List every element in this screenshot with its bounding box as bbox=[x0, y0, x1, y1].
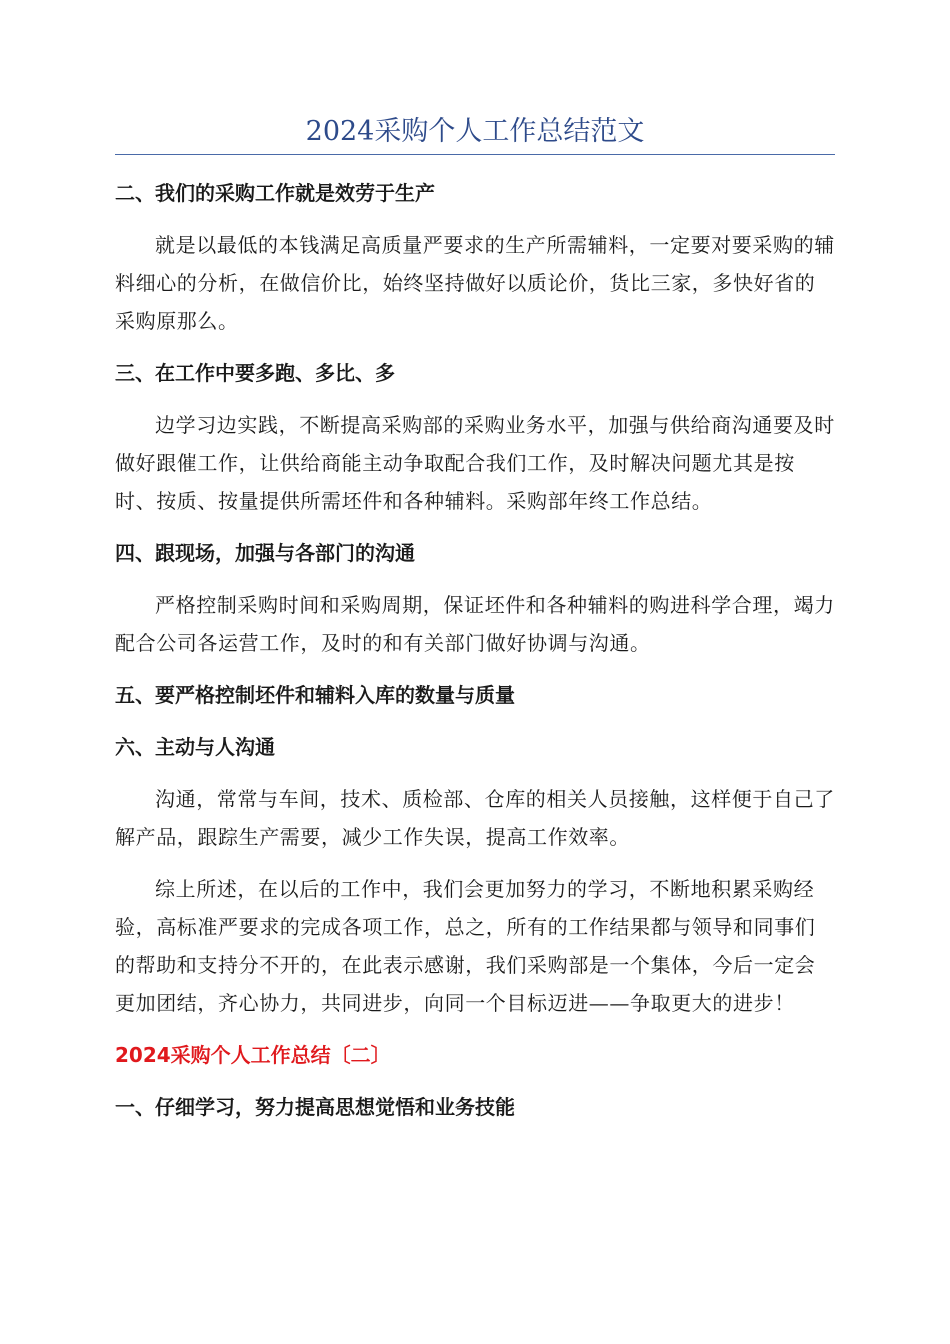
section-heading: 五、要严格控制坯件和辅料入库的数量与质量 bbox=[115, 683, 515, 707]
section-heading: 六、主动与人沟通 bbox=[115, 735, 275, 759]
document-body bbox=[115, 174, 835, 1140]
title-underline bbox=[115, 154, 835, 155]
body-paragraph: 综上所述，在以后的工作中，我们会更加努力的学习，不断地积累采购经验，高标准严要求的完成各项工作，总之，所有的工作结果都与领导和同事们的帮助和支持分不开的，在此表示感谢，我们采购部是一个集体，今后一定会更加团结，齐心协力，共同进步，向同一个目标迈进——争取更大的进步！ bbox=[115, 877, 816, 1015]
body-paragraph: 沟通，常常与车间，技术、质检部、仓库的相关人员接触，这样便于自己了解产品，跟踪生产需要，减少工作失误，提高工作效率。 bbox=[115, 787, 835, 849]
section-heading: 二、我们的采购工作就是效劳于生产 bbox=[115, 181, 435, 205]
part-two-heading: 2024采购个人工作总结〔二〕 bbox=[115, 1043, 391, 1067]
section-heading: 三、在工作中要多跑、多比、多 bbox=[115, 361, 395, 385]
body-paragraph: 就是以最低的本钱满足高质量严要求的生产所需辅料，一定要对要采购的辅料细心的分析，在做信价比，始终坚持做好以质论价，货比三家，多快好省的采购原那么。 bbox=[115, 233, 835, 333]
section-heading: 一、仔细学习，努力提高思想觉悟和业务技能 bbox=[115, 1095, 515, 1119]
body-paragraph: 边学习边实践，不断提高采购部的采购业务水平，加强与供给商沟通要及时做好跟催工作，让供给商能主动争取配合我们工作，及时解决问题尤其是按时、按质、按量提供所需坯件和各种辅料。采购部年终工作总结。 bbox=[115, 413, 835, 513]
section-heading: 四、跟现场，加强与各部门的沟通 bbox=[115, 541, 415, 565]
body-paragraph: 严格控制采购时间和采购周期，保证坯件和各种辅料的购进科学合理，竭力配合公司各运营工作，及时的和有关部门做好协调与沟通。 bbox=[115, 593, 835, 655]
document-title: 2024采购个人工作总结范文 bbox=[305, 116, 645, 147]
